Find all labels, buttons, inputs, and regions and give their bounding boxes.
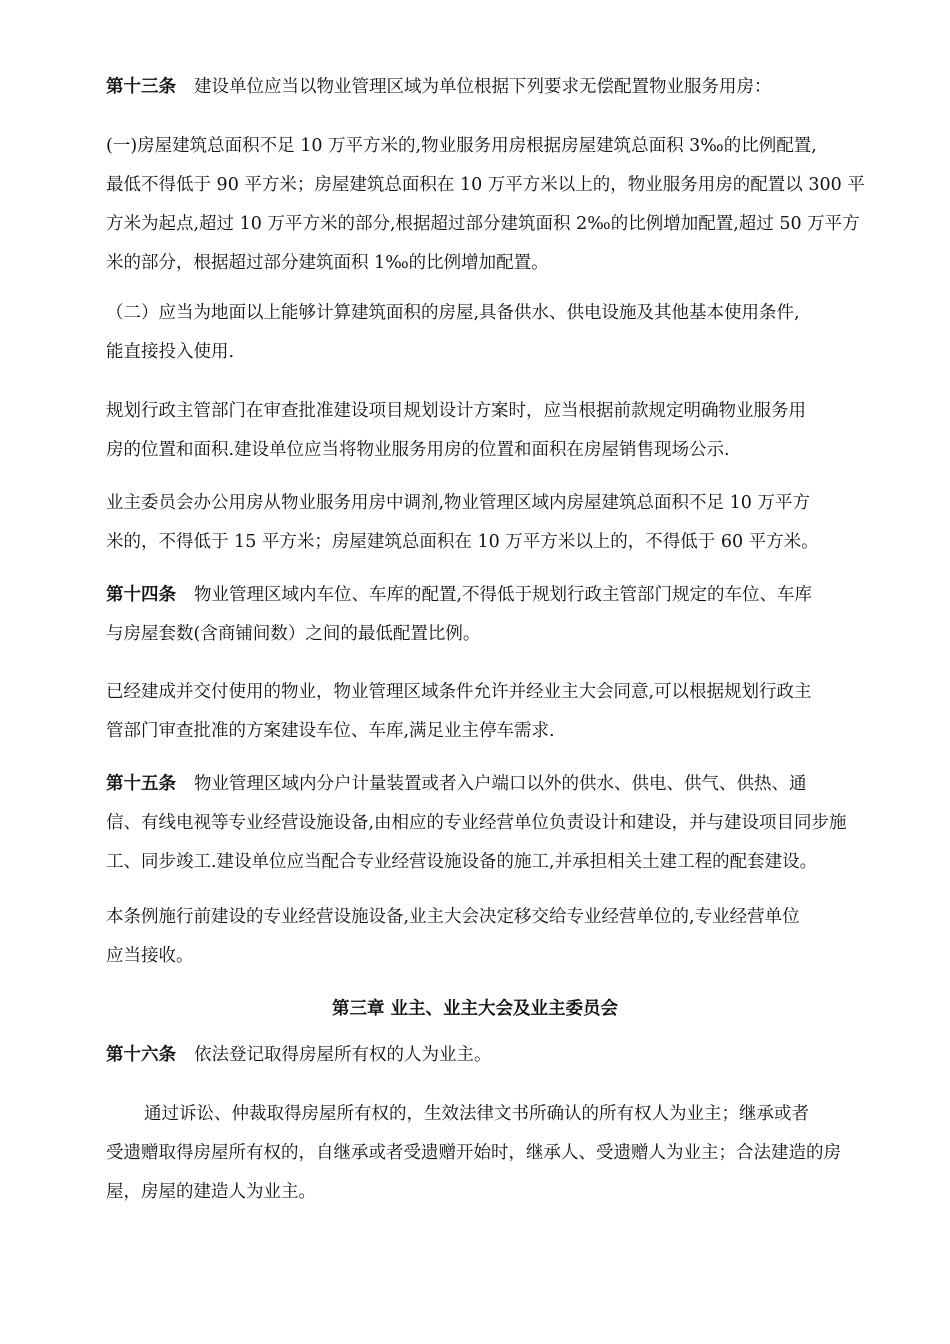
- article-13-heading-paragraph: [106, 68, 876, 107]
- article-16-text: 依法登记取得房屋所有权的人为业主。: [194, 1045, 492, 1065]
- text-line: 物业管理区域内车位、车库的配置,不得低于规划行政主管部门规定的车位、车库: [194, 585, 813, 605]
- article-14-paragraph-1: [106, 576, 876, 654]
- article-16-label: 第十六条: [106, 1045, 176, 1065]
- text-line: 业主委员会办公用房从物业服务用房中调剂,物业管理区域内房屋建筑总面积不足 10 万平方: [106, 493, 810, 513]
- article-13-paragraph-3: [106, 392, 876, 470]
- text-line: 本条例施行前建设的专业经营设施设备,业主大会决定移交给专业经营单位的,专业经营单位: [106, 907, 800, 927]
- text-line: 管部门审查批准的方案建设车位、车库,满足业主停车需求.: [106, 721, 555, 741]
- text-line: 工、同步竣工.建设单位应当配合专业经营设施设备的施工,并承担相关土建工程的配套建设。: [106, 852, 818, 872]
- text-line: 规划行政主管部门在审查批准建设项目规划设计方案时，应当根据前款规定明确物业服务用: [106, 401, 806, 421]
- article-15-paragraph-1: [106, 765, 876, 882]
- text-line: 米的，不得低于 15 平方米；房屋建筑总面积在 10 万平方米以上的，不得低于 60 平方米。: [106, 532, 819, 552]
- article-13-label: 第十三条: [106, 77, 176, 97]
- article-14-paragraph-2: [106, 673, 876, 751]
- article-16-paragraph-1: [106, 1036, 876, 1075]
- text-line: 屋，房屋的建造人为业主。: [106, 1182, 316, 1202]
- article-13-item-2: [106, 294, 876, 372]
- article-13-text: 建设单位应当以物业管理区域为单位根据下列要求无偿配置物业服务用房：: [194, 77, 772, 97]
- text-line: 物业管理区域内分户计量装置或者入户端口以外的供水、供电、供气、供热、通: [194, 774, 807, 794]
- article-13-item-1: [106, 127, 876, 283]
- article-15-paragraph-2: [106, 898, 876, 976]
- article-13-paragraph-4: [106, 484, 876, 562]
- text-line: 应当接收。: [106, 946, 194, 966]
- chapter-3-heading: 第三章 业主、业主大会及业主委员会: [331, 999, 619, 1019]
- text-line: 已经建成并交付使用的物业，物业管理区域条件允许并经业主大会同意,可以根据规划行政主: [106, 682, 812, 702]
- text-line: 最低不得低于 90 平方米；房屋建筑总面积在 10 万平方米以上的，物业服务用房的配置以 300 平: [106, 175, 865, 195]
- text-line: 方米为起点,超过 10 万平方米的部分,根据超过部分建筑面积 2‰的比例增加配置,超过 50 万平方: [106, 214, 860, 234]
- article-15-label: 第十五条: [106, 774, 176, 794]
- text-line: 通过诉讼、仲裁取得房屋所有权的，生效法律文书所确认的所有权人为业主；继承或者: [144, 1104, 809, 1124]
- text-line: （二）应当为地面以上能够计算建筑面积的房屋,具备供水、供电设施及其他基本使用条件,: [106, 303, 800, 323]
- text-line: 信、有线电视等专业经营设施设备,由相应的专业经营单位负责设计和建设，并与建设项目同步施: [106, 813, 847, 833]
- article-14-label: 第十四条: [106, 585, 176, 605]
- text-line: (一)房屋建筑总面积不足 10 万平方米的,物业服务用房根据房屋建筑总面积 3‰的比例配置,: [106, 136, 817, 156]
- text-line: 房的位置和面积.建设单位应当将物业服务用房的位置和面积在房屋销售现场公示.: [106, 440, 730, 460]
- text-line: 受遗赠取得房屋所有权的，自继承或者受遗赠开始时，继承人、受遗赠人为业主；合法建造的房: [106, 1143, 841, 1163]
- text-line: 能直接投入使用.: [106, 342, 235, 362]
- text-line: 与房屋套数(含商铺间数）之间的最低配置比例。: [106, 624, 481, 644]
- article-16-paragraph-2: [106, 1095, 876, 1212]
- text-line: 米的部分，根据超过部分建筑面积 1‰的比例增加配置。: [106, 253, 549, 273]
